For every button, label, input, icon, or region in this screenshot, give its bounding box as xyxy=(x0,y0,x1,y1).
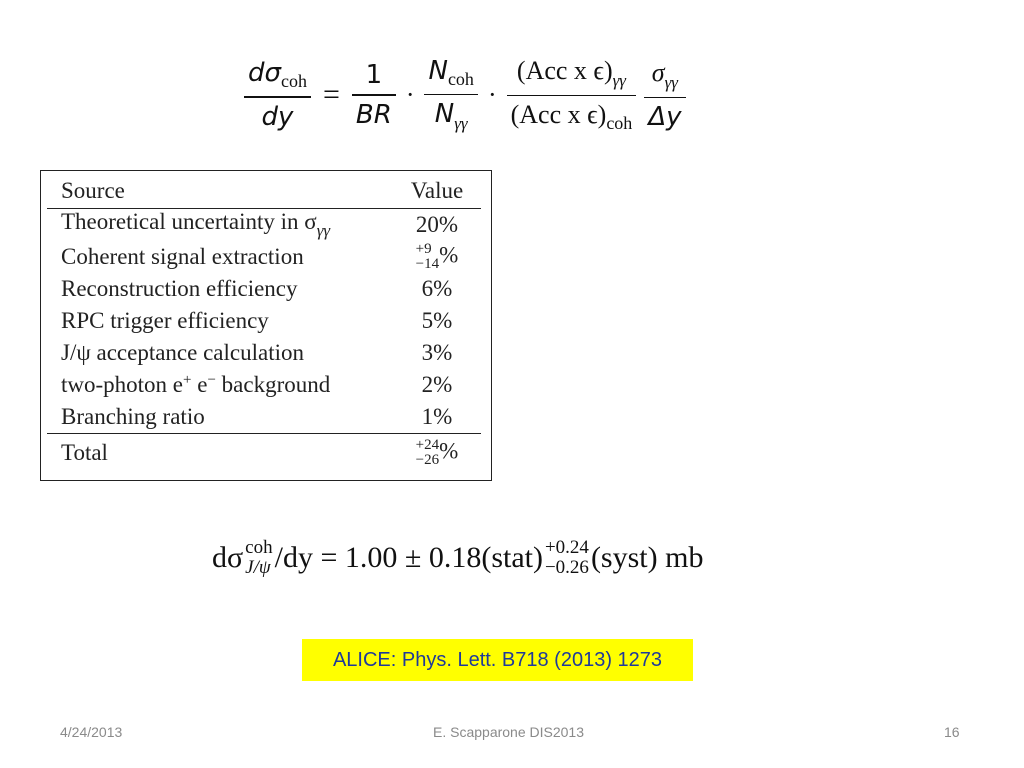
table-row xyxy=(47,241,481,273)
table-row xyxy=(47,305,481,337)
row-source: Reconstruction efficiency xyxy=(61,276,298,301)
acceptance-denominator: (Acc x $\epsilon)_{coh}$ xyxy=(510,100,633,134)
row-value: +9 −14 % xyxy=(415,241,459,272)
multiply-dot: · xyxy=(487,80,497,109)
table-header-row xyxy=(47,174,481,209)
row-value: 2% xyxy=(421,372,453,397)
result-value: /dy = 1.00 ± 0.18(stat) xyxy=(274,541,543,574)
branching-numerator: 1 xyxy=(365,60,383,91)
footer-page-number: 16 xyxy=(944,724,960,740)
table-row xyxy=(47,337,481,369)
footer-date: 4/24/2013 xyxy=(60,724,123,740)
asymmetric-error: +24 −26 xyxy=(415,437,440,468)
acceptance-numerator: (Acc x $\epsilon)_{\gamma\gamma}$ xyxy=(516,55,627,90)
row-source: two-photon e+ e− background xyxy=(61,372,331,397)
result-syst-error: +0.24 −0.26 xyxy=(544,537,589,578)
table-row xyxy=(47,369,481,401)
branching-denominator: BR xyxy=(355,99,392,130)
formula-lhs-numerator: $d\sigma_{coh}$ xyxy=(248,58,307,92)
asymmetric-error: +9 −14 xyxy=(415,241,440,272)
formula-lhs-denominator: dy xyxy=(261,101,294,132)
yield-denominator: $N_{\gamma\gamma}$ xyxy=(434,99,468,134)
formula-acceptance-fraction xyxy=(507,55,637,134)
yield-numerator: $N_{coh}$ xyxy=(428,55,474,89)
result-tail: (syst) mb xyxy=(590,541,704,574)
row-source: RPC trigger efficiency xyxy=(61,308,269,333)
table-row xyxy=(47,401,481,434)
result-lhs: dσ xyxy=(212,541,244,574)
cross-section-formula xyxy=(244,52,686,138)
formula-sigma-fraction xyxy=(644,57,685,133)
table-row xyxy=(47,273,481,305)
sigma-denominator: Δy xyxy=(648,102,682,133)
footer-author: E. Scapparone DIS2013 xyxy=(433,724,584,740)
citation-text: ALICE: Phys. Lett. B718 (2013) 1273 xyxy=(332,648,663,671)
sigma-numerator: $\sigma_{\gamma\gamma}$ xyxy=(651,57,679,92)
citation-box xyxy=(302,639,693,681)
row-value: 1% xyxy=(421,404,453,429)
result-formula xyxy=(212,528,703,588)
total-label: Total xyxy=(47,434,401,473)
row-source: Theoretical uncertainty in $\sigma_{\gamma\gamma}$ xyxy=(61,209,331,240)
row-source: J/ψ acceptance calculation xyxy=(61,340,304,365)
result-lhs-indices: coh J/ψ xyxy=(245,537,273,578)
formula-lhs-fraction xyxy=(244,60,311,130)
row-value: 3% xyxy=(421,340,453,365)
uncertainty-table xyxy=(47,174,481,472)
table-total-row xyxy=(47,434,481,473)
formula-branching-fraction xyxy=(352,62,396,128)
equals-sign: = xyxy=(322,78,340,111)
multiply-dot: · xyxy=(405,80,415,109)
row-source: Coherent signal extraction xyxy=(61,244,304,269)
row-source: Branching ratio xyxy=(61,404,205,429)
column-header-value: Value xyxy=(401,174,481,209)
row-value: 20% xyxy=(415,212,459,237)
formula-yield-fraction xyxy=(424,55,477,134)
total-value: +24 −26 % xyxy=(401,434,481,473)
row-value: 6% xyxy=(421,276,453,301)
column-header-source: Source xyxy=(47,174,401,209)
table-row xyxy=(47,209,481,242)
uncertainty-table-box xyxy=(40,170,492,481)
row-value: 5% xyxy=(421,308,453,333)
